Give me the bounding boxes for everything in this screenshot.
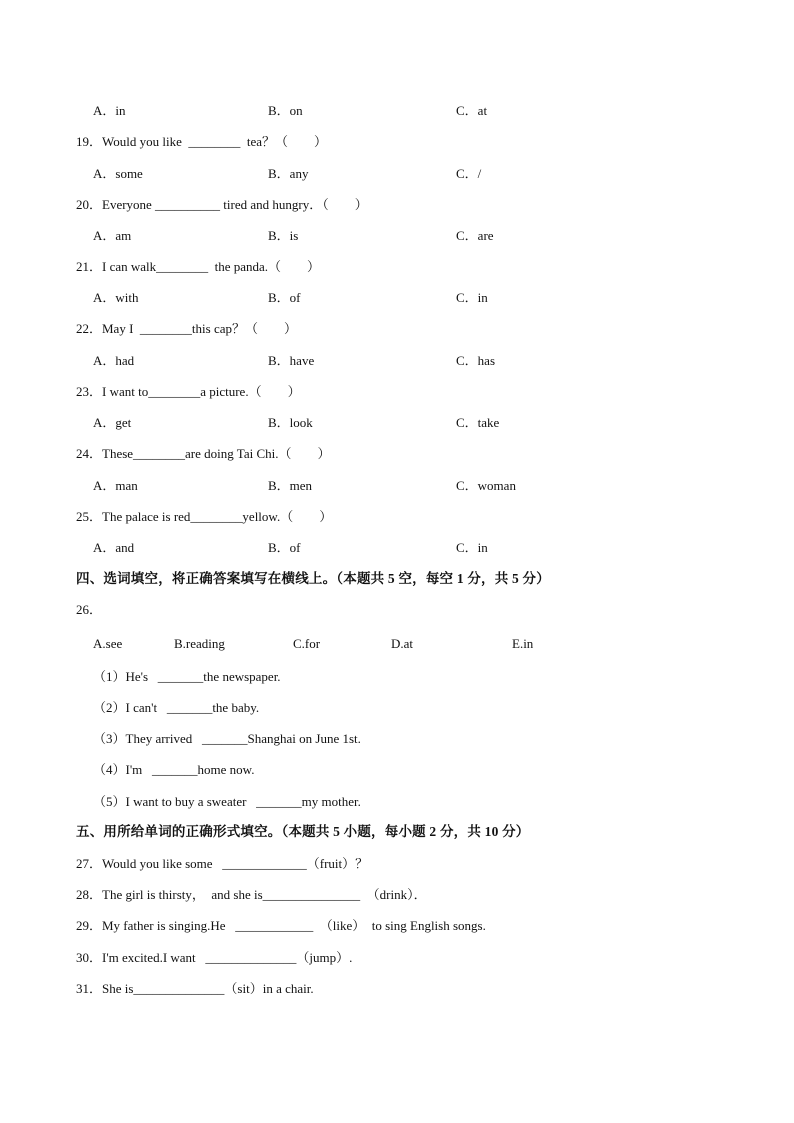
q22-option-a: A．had: [93, 353, 135, 368]
q20-option-b: B．is: [268, 228, 299, 243]
q23-option-a: A．get: [93, 415, 132, 430]
question-28: 28．The girl is thirsty， and she is_______________ （drink）．: [76, 887, 427, 902]
question-31: 31．She is______________（sit）in a chair.: [76, 981, 314, 996]
q18-option-a: A．in: [93, 103, 126, 118]
q26-item-4: （4）I'm _______home now.: [93, 762, 255, 777]
q19-stem: 19．Would you like ________ tea？（ ）: [76, 134, 327, 149]
q23-option-b: B．look: [268, 415, 313, 430]
q21-stem: 21．I can walk________ the panda.（ ）: [76, 259, 321, 274]
q18-option-b: B．on: [268, 103, 303, 118]
q24-option-c: C．woman: [456, 478, 516, 493]
q25-option-b: B．of: [268, 540, 301, 555]
q21-option-a: A．with: [93, 290, 139, 305]
q24-option-a: A．man: [93, 478, 138, 493]
q23-option-c: C．take: [456, 415, 500, 430]
question-27: 27．Would you like some _____________（fruit）？: [76, 856, 369, 871]
question-29: 29．My father is singing.He ____________ （like） to sing English songs.: [76, 918, 486, 933]
question-26-number: 26．: [76, 602, 103, 617]
section-5-heading: 五、用所给单词的正确形式填空。（本题共 5 小题，每小题 2 分，共 10 分）: [76, 824, 530, 839]
q19-option-a: A．some: [93, 166, 143, 181]
q18-option-c: C．at: [456, 103, 488, 118]
q24-option-b: B．men: [268, 478, 313, 493]
q20-option-c: C．are: [456, 228, 494, 243]
q25-option-a: A．and: [93, 540, 135, 555]
word-bank-option-b: B.reading: [174, 636, 225, 651]
q19-option-c: C．/: [456, 166, 482, 181]
section-4-heading: 四、选词填空，将正确答案填写在横线上。（本题共 5 空，每空 1 分，共 5 分）: [76, 571, 550, 586]
q19-option-b: B．any: [268, 166, 309, 181]
question-30: 30．I'm excited.I want ______________（jump）.: [76, 950, 353, 965]
q22-stem: 22．May I ________this cap？（ ）: [76, 321, 297, 336]
q26-item-5: （5）I want to buy a sweater _______my mother.: [93, 794, 361, 809]
q23-stem: 23．I want to________a picture.（ ）: [76, 384, 301, 399]
q25-stem: 25．The palace is red________yellow.（ ）: [76, 509, 333, 524]
q20-stem: 20．Everyone __________ tired and hungry．（ ）: [76, 197, 368, 212]
q24-stem: 24．These________are doing Tai Chi.（ ）: [76, 446, 331, 461]
q20-option-a: A．am: [93, 228, 132, 243]
q26-item-3: （3）They arrived _______Shanghai on June 1st.: [93, 731, 361, 746]
q22-option-b: B．have: [268, 353, 315, 368]
q21-option-b: B．of: [268, 290, 301, 305]
q26-item-2: （2）I can't _______the baby.: [93, 700, 260, 715]
q25-option-c: C．in: [456, 540, 488, 555]
word-bank-option-a: A.see: [93, 636, 123, 651]
q22-option-c: C．has: [456, 353, 496, 368]
q21-option-c: C．in: [456, 290, 488, 305]
word-bank-option-d: D.at: [391, 636, 414, 651]
word-bank-option-c: C.for: [293, 636, 321, 651]
q26-item-1: （1）He's _______the newspaper.: [93, 669, 281, 684]
word-bank-option-e: E.in: [512, 636, 534, 651]
